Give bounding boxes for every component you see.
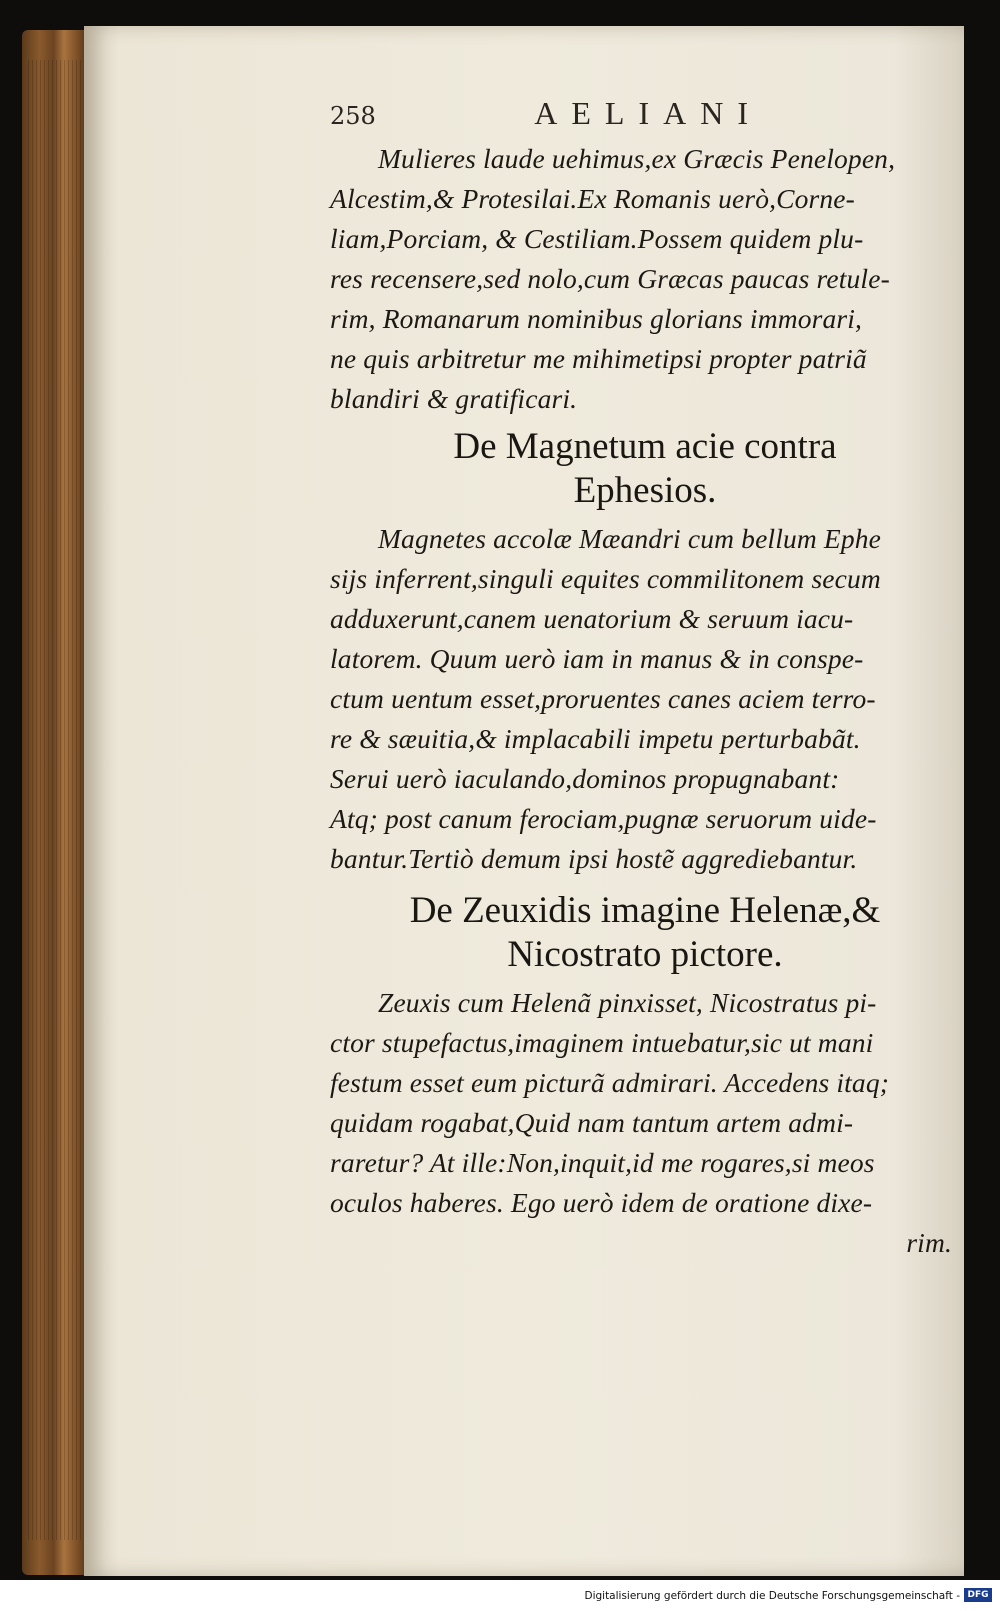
page-number: 258 [330,102,376,130]
running-title: AELIANI [534,95,762,131]
paragraph-mulieres [330,139,960,419]
section-heading-zeuxis [330,889,960,977]
heading-line: Ephesios. [573,470,717,511]
text-line: re & sæuitia,& implacabili impetu perturbabãt. [330,723,861,754]
text-line: quidam rogabat,Quid nam tantum artem admi- [330,1107,854,1138]
heading-line: De Magnetum acie contra [453,426,837,467]
text-line: bantur.Tertiò demum ipsi hostẽ aggrediebantur. [330,843,858,874]
text-line: liam,Porciam, & Cestiliam.Possem quidem plu- [330,223,864,254]
heading-line: Nicostrato pictore. [507,934,783,975]
text-line: ctum uentum esset,proruentes canes aciem terro- [330,683,876,714]
text-line: blandiri & gratificari. [330,383,578,414]
page-text-block [330,95,960,1263]
text-line-final: rim. [906,1227,952,1258]
text-line: sijs inferrent,singuli equites commilitonem secum [330,563,881,594]
text-line: festum esset eum picturã admirari. Accedens itaq; [330,1067,890,1098]
paragraph-magnetes [330,519,960,879]
text-line: Atq; post canum ferociam,pugnæ seruorum uide- [330,803,877,834]
text-line: oculos haberes. Ego uerò idem de oratione dixe- [330,1187,873,1218]
running-head [330,95,770,139]
heading-line: De Zeuxidis imagine Helenæ,& [409,890,881,931]
paragraph-zeuxis [330,983,960,1263]
text-line: ctor stupefactus,imaginem intuebatur,sic ut mani [330,1027,874,1058]
text-line: res recensere,sed nolo,cum Græcas paucas retule- [330,263,890,294]
digitization-credit: Digitalisierung gefördert durch die Deutsche Forschungsgemeinschaft - [584,1590,960,1602]
text-line: ne quis arbitretur me mihimetipsi propter patriã [330,343,867,374]
text-line: Magnetes accolæ Mæandri cum bellum Ephe [378,523,882,554]
text-line: Mulieres laude uehimus,ex Græcis Penelopen, [378,143,896,174]
text-line: Serui uerò iaculando,dominos propugnabant: [330,763,840,794]
text-line: latorem. Quum uerò iam in manus & in conspe- [330,643,864,674]
book-page-edges [28,60,83,1540]
text-line: raretur? At ille:Non,inquit,id me rogares,si meos [330,1147,875,1178]
dfg-logo: DFG [964,1588,992,1602]
text-line: rim, Romanarum nominibus glorians immorari, [330,303,863,334]
text-line: Zeuxis cum Helenã pinxisset, Nicostratus pi- [378,987,877,1018]
text-line: Alcestim,& Protesilai.Ex Romanis uerò,Corne- [330,183,855,214]
section-heading-magnetes [330,425,960,513]
text-line: adduxerunt,canem uenatorium & seruum iacu- [330,603,854,634]
